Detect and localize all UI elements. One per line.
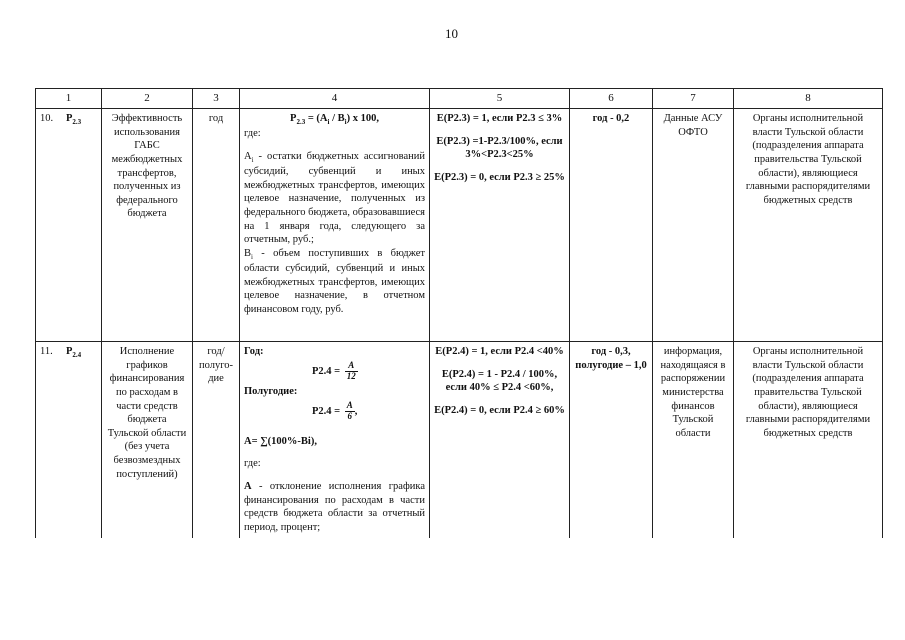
row-number: 11.	[40, 346, 53, 357]
formula-half-year: P2.4 = $\frac{A}{6}$ ,	[312, 400, 358, 421]
eval-rule-2: E(P2.3) =1-P2.3/100%, если 3%<P2.3<25%	[436, 135, 563, 161]
definition-a: $A_i$ - остатки бюджетных ассигнований субсидий, субвенций и иных межбюджетных трансфертов, имеющих целевое назначение, полученных из федерального бюджета, образовавшиеся на 1 января года, следующего за отчетным, руб.;	[244, 150, 425, 246]
indicator-code: $P_{2.3}$	[66, 113, 82, 127]
sum-formula: A= ∑(100%-Bi),	[244, 435, 317, 447]
header-col-4: 4	[240, 89, 430, 109]
indicator-name: Исполнение графиков финансирования по расходам в части средств бюджета Тульской области (без учета безвозмездных поступлений)	[102, 342, 193, 538]
year-label: Год:	[244, 346, 264, 357]
header-col-7: 7	[653, 89, 734, 109]
row-number: 10.	[40, 113, 54, 124]
indicator-code: $P_{2.4}$	[66, 346, 82, 360]
formula-cell	[240, 109, 430, 342]
weight-cell: год - 0,2	[570, 109, 653, 342]
where-label: где:	[244, 458, 261, 470]
definition-a: A - отклонение исполнения графика финансирования по расходам в части средств бюджета области за отчетный период, процент;	[244, 481, 425, 534]
where-label: где:	[244, 128, 261, 140]
eval-rule-1: E(P2.3) = 1, если P2.3 ≤ 3%	[436, 113, 563, 124]
source-cell: информация, находящаяся в распоряжении министерства финансов Тульской области	[653, 342, 734, 538]
definition-b: $B_i$ - объем поступивших в бюджет области субсидий, субвенций и иных межбюджетных трансфертов, имеющих целевое назначение, в отчетном финансовом году, руб.	[244, 247, 425, 315]
table-row-11	[36, 342, 883, 538]
responsible-cell: Органы исполнительной власти Тульской области (подразделения аппарата правительства Тульской области), являющиеся главными распорядителями бюджетных средств	[734, 109, 883, 342]
fraction-year: $\frac{A}{12}$	[346, 359, 356, 381]
responsible-cell: Органы исполнительной власти Тульской области (подразделения аппарата правительства Тульской области), являющиеся главными распорядителями бюджетных средств	[734, 342, 883, 538]
indicator-name: Эффективность использования ГАБС межбюджетных трансфертов, полученных из федерального бюджета	[102, 109, 193, 342]
fraction-half-year: $\frac{A}{6}$	[346, 400, 353, 421]
row-number-cell	[36, 109, 102, 342]
eval-rule-3: E(P2.3) = 0, если P2.3 ≥ 25%	[434, 171, 565, 183]
evaluation-cell	[430, 109, 570, 342]
indicators-table	[35, 88, 883, 538]
page-number: 10	[445, 26, 458, 41]
header-col-2: 2	[102, 89, 193, 109]
period-cell: год	[193, 109, 240, 342]
eval-rule-1: E(P2.4) = 1, если P2.4 <40%	[435, 346, 564, 357]
evaluation-cell	[430, 342, 570, 538]
half-year-label: Полугодие:	[244, 386, 298, 398]
formula-line: $P_{2.3} = (A_i / B_i)$ x 100,	[290, 113, 379, 127]
source-cell: Данные АСУ ОФТО	[653, 109, 734, 342]
header-col-6: 6	[570, 89, 653, 109]
header-col-1: 1	[36, 89, 102, 109]
formula-cell	[240, 342, 430, 538]
eval-rule-2: E(P2.4) = 1 - P2.4 / 100%, если 40% ≤ P2.4 <60%,	[441, 368, 558, 394]
eval-rule-3: E(P2.4) = 0, если P2.4 ≥ 60%	[434, 404, 565, 416]
header-col-3: 3	[193, 89, 240, 109]
header-col-8: 8	[734, 89, 883, 109]
formula-year: P2.4 = $\frac{A}{12}$	[312, 359, 356, 381]
header-col-5: 5	[430, 89, 570, 109]
table-row-10	[36, 109, 883, 342]
row-number-cell	[36, 342, 102, 538]
weight-cell: год - 0,3, полугодие – 1,0	[570, 342, 653, 538]
period-cell: год/ полуго-дие	[193, 342, 240, 538]
header-row	[36, 89, 883, 109]
